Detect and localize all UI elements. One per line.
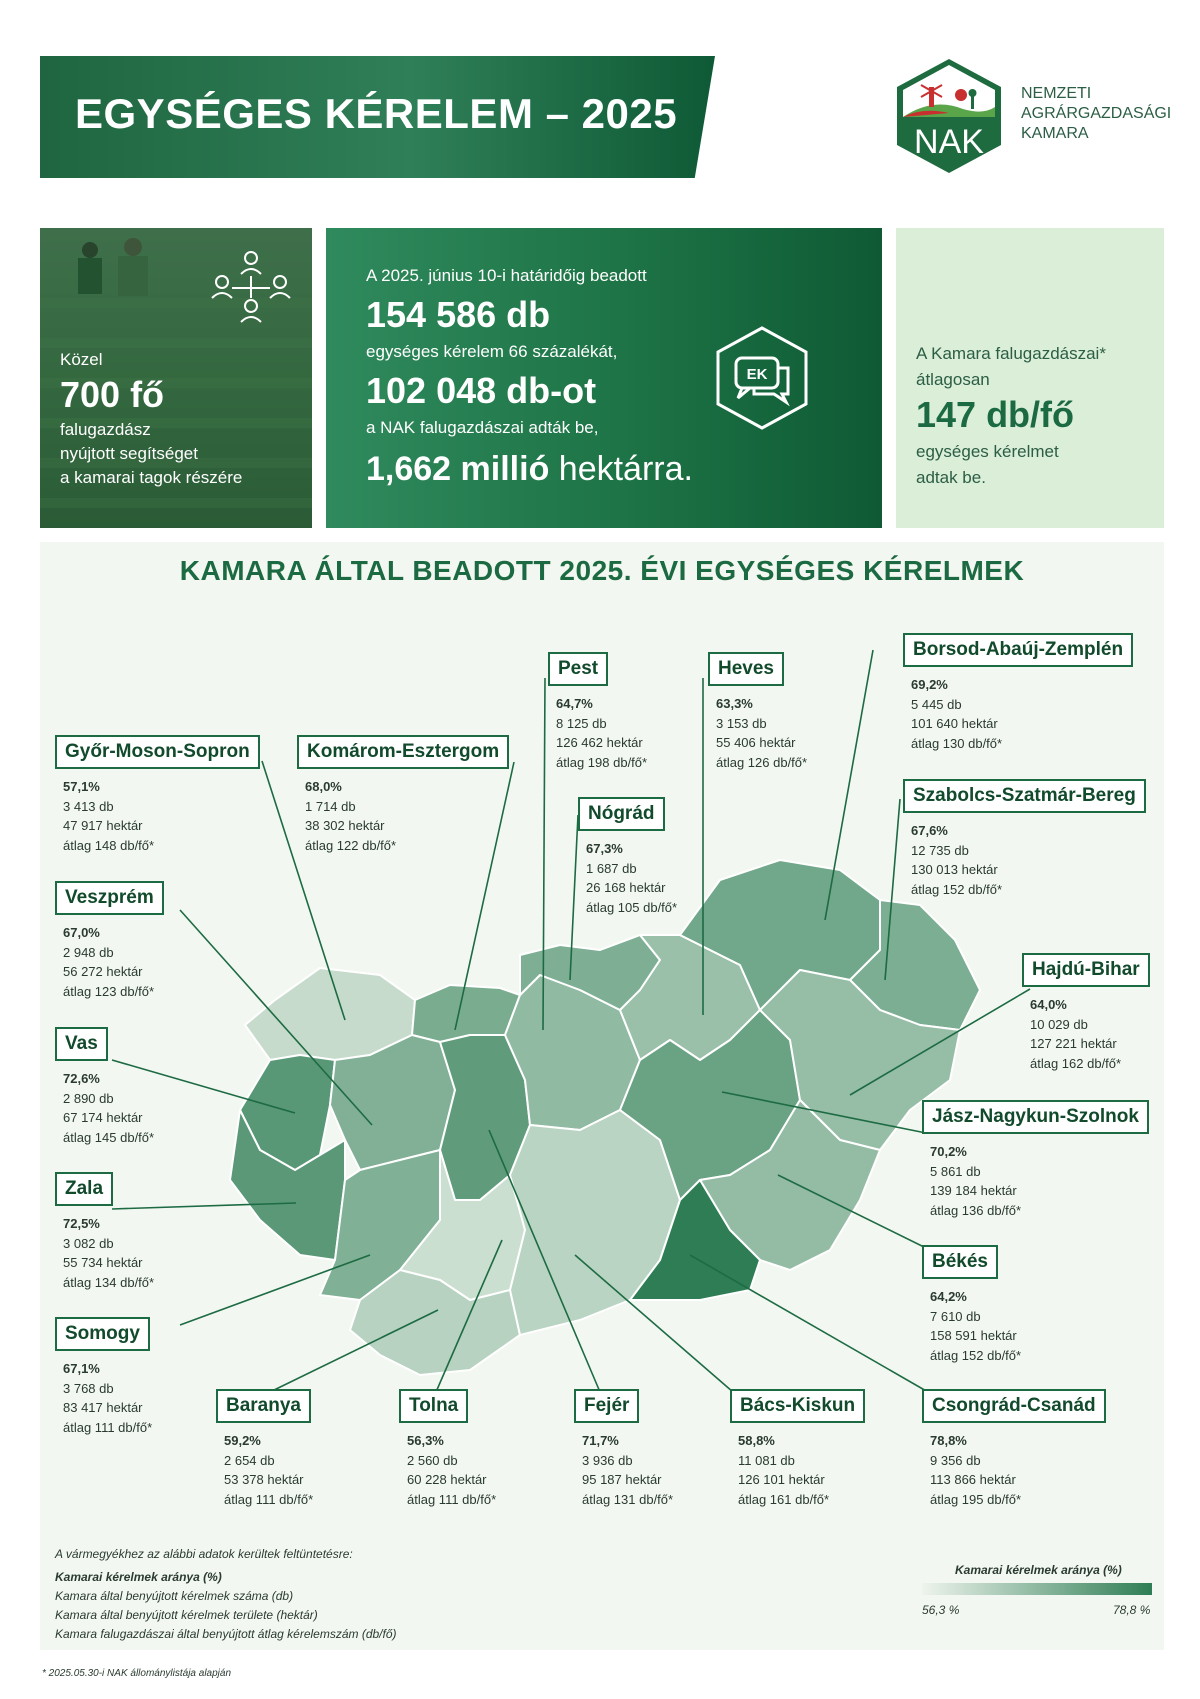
county-ha: 55 406 hektár: [716, 735, 796, 750]
county-stats-pest: [556, 694, 647, 772]
county-label-jasz-nagykun-szolnok: Jász-Nagykun-Szolnok: [922, 1100, 1149, 1134]
county-avg: átlag 162 db/fő*: [1030, 1055, 1122, 1071]
county-pct: 72,5%: [63, 1216, 100, 1231]
county-db: 2 654 db: [224, 1452, 275, 1468]
county-ha: 26 168 hektár: [586, 880, 666, 895]
card-average: A Kamara falugazdászai* átlagosan 147 db/fő egységes kérelmet adtak be.: [896, 228, 1164, 528]
county-ha: 127 221 hektár: [1030, 1036, 1117, 1051]
county-ha: 126 462 hektár: [556, 735, 643, 750]
county-db: 9 356 db: [930, 1452, 981, 1468]
county-pct: 63,3%: [716, 696, 753, 711]
county-pct: 72,6%: [63, 1071, 100, 1086]
county-ha: 113 866 hektár: [930, 1472, 1016, 1487]
county-pct: 67,3%: [586, 841, 623, 856]
county-db: 10 029 db: [1030, 1016, 1088, 1032]
county-label-bacs-kiskun: Bács-Kiskun: [730, 1389, 865, 1423]
county-stats-somogy: [63, 1359, 152, 1437]
county-pct: 58,8%: [738, 1433, 775, 1448]
county-avg: átlag 122 db/fő*: [305, 837, 397, 853]
legend-min: 56,3 %: [922, 1603, 960, 1617]
county-label-komarom-esztergom: Komárom-Esztergom: [297, 735, 509, 769]
county-db: 2 890 db: [63, 1090, 114, 1106]
county-ha: 101 640 hektár: [911, 716, 998, 731]
county-db: 2 560 db: [407, 1452, 458, 1468]
county-ha: 60 228 hektár: [407, 1472, 487, 1487]
county-db: 7 610 db: [930, 1308, 981, 1324]
county-label-borsod-abauj-zemplen: Borsod-Abaúj-Zemplén: [903, 633, 1133, 667]
county-avg: átlag 123 db/fő*: [63, 983, 155, 999]
county-ha: 38 302 hektár: [305, 818, 385, 833]
county-avg: átlag 148 db/fő*: [63, 837, 155, 853]
county-db: 1 714 db: [305, 798, 356, 814]
county-avg: átlag 131 db/fő*: [582, 1491, 674, 1507]
county-db: 12 735 db: [911, 842, 969, 858]
county-pct: 64,2%: [930, 1289, 967, 1304]
county-label-szabolcs-szatmar-bereg: Szabolcs-Szatmár-Bereg: [903, 779, 1146, 813]
county-stats-nograd: [586, 839, 677, 917]
county-avg: átlag 134 db/fő*: [63, 1274, 155, 1290]
county-pct: 67,0%: [63, 925, 100, 940]
county-stats-heves: [716, 694, 807, 772]
county-stats-jasz-nagykun-szolnok: [930, 1142, 1021, 1220]
county-pct: 68,0%: [305, 779, 342, 794]
county-db: 3 082 db: [63, 1235, 114, 1251]
svg-text:NAK: NAK: [914, 123, 984, 161]
card-submission-stats: A 2025. június 10-i határidőig beadott 154 586 db egységes kérelem 66 százalékát, 102 048 db-ot a NAK falugazdászai adták be, 1,662 millió hektárra. EK: [326, 228, 882, 528]
county-ha: 95 187 hektár: [582, 1472, 662, 1487]
county-stats-gyor-moson-sopron: [63, 777, 154, 855]
county-ha: 47 917 hektár: [63, 818, 143, 833]
county-stats-hajdu-bihar: [1030, 995, 1121, 1073]
card-falugazdasz: Közel 700 fő falugazdász nyújtott segítséget a kamarai tagok részére: [40, 228, 312, 528]
county-db: 3 768 db: [63, 1380, 114, 1396]
data-notes: A vármegyékhez az alábbi adatok kerültek feltüntetésre: Kamarai kérelmek aránya (%) Kamara által benyújtott kérelmek száma (db) Kamara által benyújtott kérelmek területe (hektár) Kamara falugazdászai által benyújtott átlag kérelemszám (db/fő): [55, 1547, 397, 1641]
county-label-fejer: Fejér: [574, 1389, 639, 1423]
county-avg: átlag 105 db/fő*: [586, 899, 678, 915]
county-avg: átlag 145 db/fő*: [63, 1129, 155, 1145]
county-ha: 130 013 hektár: [911, 862, 998, 877]
county-db: 5 861 db: [930, 1163, 981, 1179]
legend-gradient-bar: [922, 1583, 1152, 1595]
county-ha: 55 734 hektár: [63, 1255, 143, 1270]
county-ha: 126 101 hektár: [738, 1472, 825, 1487]
county-stats-szabolcs-szatmar-bereg: [911, 821, 1002, 899]
svg-text:EK: EK: [746, 366, 768, 383]
county-db: 8 125 db: [556, 715, 607, 731]
county-pct: 67,1%: [63, 1361, 100, 1376]
county-stats-bacs-kiskun: [738, 1431, 829, 1509]
county-pct: 69,2%: [911, 677, 948, 692]
county-label-veszprem: Veszprém: [55, 881, 164, 915]
county-ha: 158 591 hektár: [930, 1328, 1017, 1343]
county-avg: átlag 130 db/fő*: [911, 735, 1003, 751]
county-stats-komarom-esztergom: [305, 777, 396, 855]
county-label-zala: Zala: [55, 1172, 113, 1206]
area-total: 1,662 millió hektárra.: [366, 450, 693, 488]
county-db: 11 081 db: [738, 1452, 795, 1468]
county-avg: átlag 136 db/fő*: [930, 1202, 1022, 1218]
county-avg: átlag 126 db/fő*: [716, 754, 808, 770]
map-title: KAMARA ÁLTAL BEADOTT 2025. ÉVI EGYSÉGES KÉRELMEK: [179, 555, 1025, 586]
county-stats-csongrad-csanad: [930, 1431, 1021, 1509]
county-label-somogy: Somogy: [55, 1317, 150, 1351]
county-stats-borsod-abauj-zemplen: [911, 675, 1002, 753]
county-komarom-esztergom: [412, 985, 520, 1042]
page-title: EGYSÉGES KÉRELEM – 2025: [75, 90, 678, 137]
county-db: 2 948 db: [63, 944, 114, 960]
county-stats-bekes: [930, 1287, 1021, 1365]
county-pct: 70,2%: [930, 1144, 967, 1159]
county-ha: 53 378 hektár: [224, 1472, 304, 1487]
county-label-bekes: Békés: [922, 1245, 998, 1279]
county-pct: 56,3%: [407, 1433, 444, 1448]
county-avg: átlag 161 db/fő*: [738, 1491, 830, 1507]
logo-text: NEMZETI AGRÁRGAZDASÁGI KAMARA: [1021, 85, 1172, 142]
county-pct: 78,8%: [930, 1433, 967, 1448]
county-pct: 57,1%: [63, 779, 100, 794]
county-avg: átlag 152 db/fő*: [911, 881, 1003, 897]
county-db: 1 687 db: [586, 860, 637, 876]
county-ha: 83 417 hektár: [63, 1400, 143, 1415]
county-stats-baranya: [224, 1431, 313, 1509]
county-pct: 64,7%: [556, 696, 593, 711]
county-stats-vas: [63, 1069, 154, 1147]
county-stats-veszprem: [63, 923, 154, 1001]
county-ha: 56 272 hektár: [63, 964, 143, 979]
county-label-vas: Vas: [55, 1027, 108, 1061]
county-pct: 59,2%: [224, 1433, 261, 1448]
legend-title: Kamarai kérelmek aránya (%): [955, 1563, 1122, 1577]
county-label-baranya: Baranya: [216, 1389, 311, 1423]
county-db: 3 413 db: [63, 798, 114, 814]
county-pct: 71,7%: [582, 1433, 619, 1448]
county-label-hajdu-bihar: Hajdú-Bihar: [1022, 953, 1150, 987]
county-label-gyor-moson-sopron: Győr-Moson-Sopron: [55, 735, 260, 769]
county-avg: átlag 198 db/fő*: [556, 754, 648, 770]
county-stats-fejer: [582, 1431, 673, 1509]
footnote: * 2025.05.30-i NAK állománylistája alapján: [42, 1668, 232, 1679]
county-db: 3 936 db: [582, 1452, 633, 1468]
county-label-heves: Heves: [708, 652, 784, 686]
county-pct: 67,6%: [911, 823, 948, 838]
county-bacs-kiskun: [510, 1110, 680, 1335]
county-avg: átlag 195 db/fő*: [930, 1491, 1022, 1507]
county-ha: 67 174 hektár: [63, 1110, 143, 1125]
county-avg: átlag 111 db/fő*: [224, 1491, 314, 1507]
county-avg: átlag 152 db/fő*: [930, 1347, 1022, 1363]
county-db: 5 445 db: [911, 696, 962, 712]
county-db: 3 153 db: [716, 715, 767, 731]
county-stats-tolna: [407, 1431, 496, 1509]
county-stats-zala: [63, 1214, 154, 1292]
county-pct: 64,0%: [1030, 997, 1067, 1012]
county-avg: átlag 111 db/fő*: [63, 1419, 153, 1435]
county-label-csongrad-csanad: Csongrád-Csanád: [922, 1389, 1106, 1423]
county-ha: 139 184 hektár: [930, 1183, 1017, 1198]
county-label-pest: Pest: [548, 652, 608, 686]
county-avg: átlag 111 db/fő*: [407, 1491, 497, 1507]
county-label-nograd: Nógrád: [578, 797, 665, 831]
legend-max: 78,8 %: [1113, 1603, 1151, 1617]
county-label-tolna: Tolna: [399, 1389, 468, 1423]
